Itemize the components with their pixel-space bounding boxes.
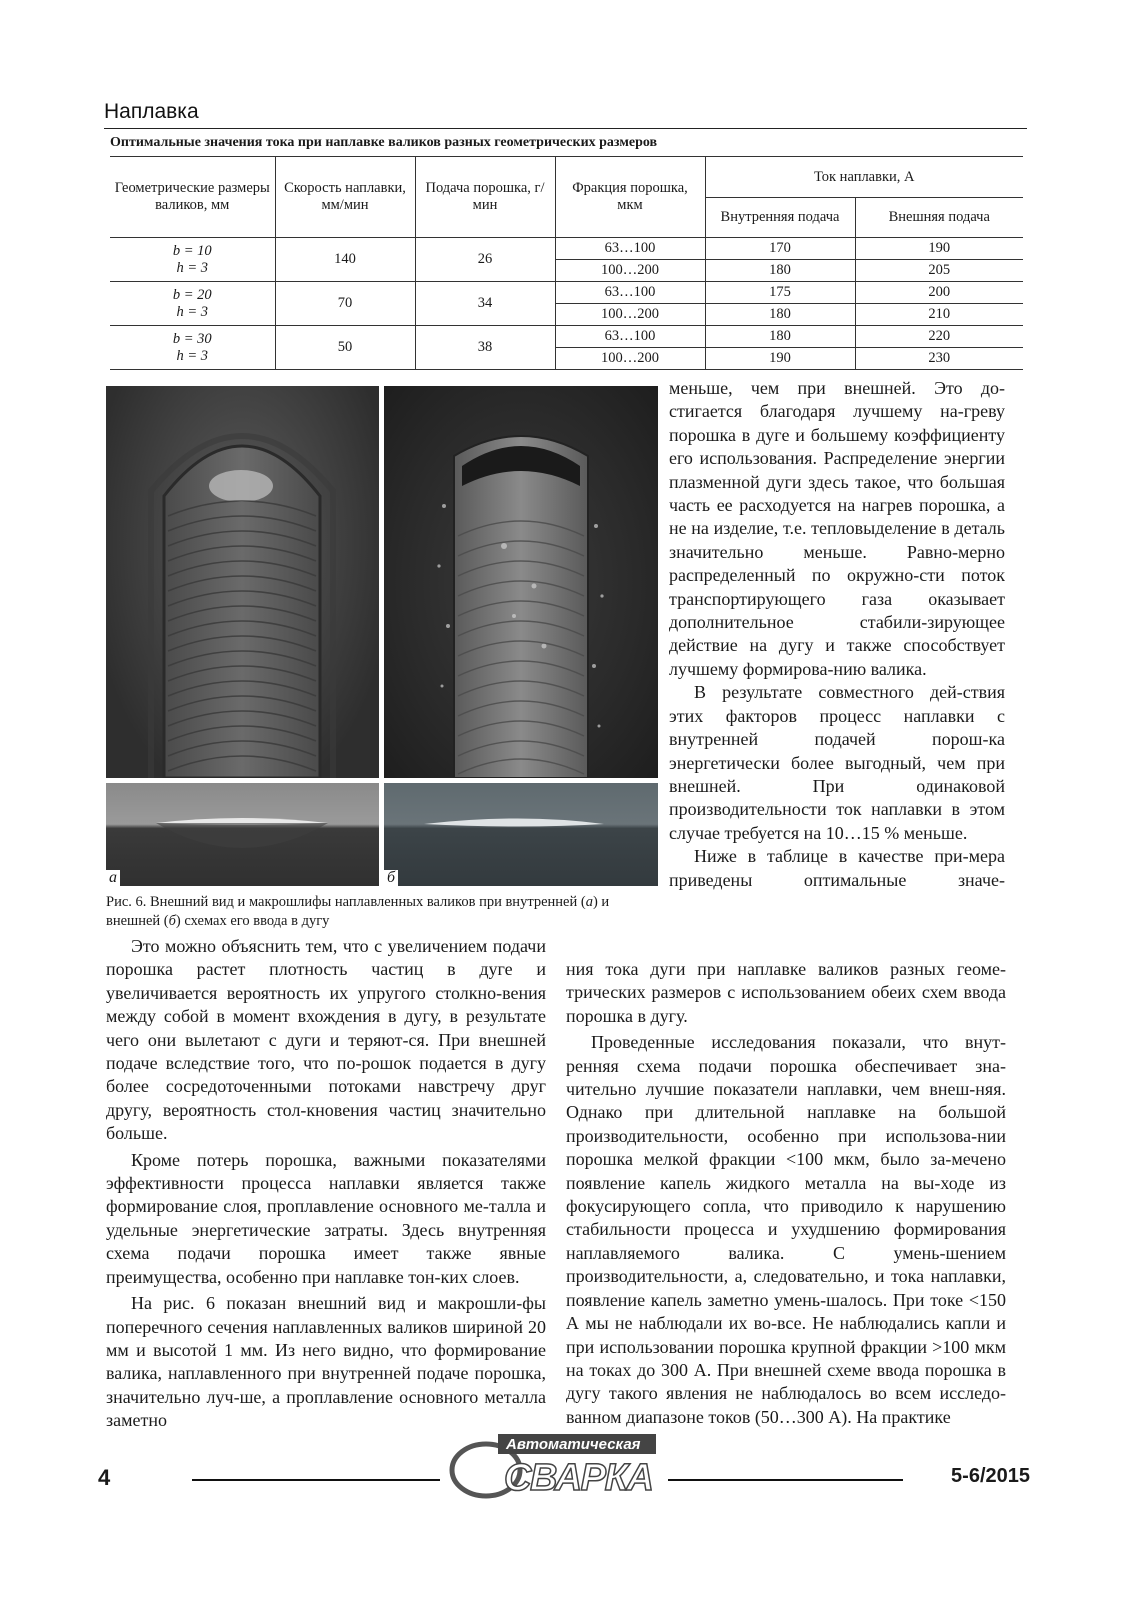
fraction-cell: 63…100	[555, 282, 705, 304]
fraction-cell: 100…200	[555, 304, 705, 326]
paragraph: ния тока дуги при наплавке валиков разных геоме-трических размеров с использованием обеих схем ввода порошка в дугу.	[566, 959, 1006, 1026]
paragraph: Кроме потерь порошка, важными показателями эффективности процесса наплавки является также формирование слоя, проплавление основного ме-талла и удельные энергетические затраты. Здесь внутренняя схема подачи порошка имеет также явные преимущества, особенно при наплавке тон-ких слоев.	[106, 1149, 546, 1287]
geometry-cell: b = 20 h = 3	[110, 282, 275, 326]
internal-cell: 180	[705, 260, 855, 282]
page-number: 4	[98, 1465, 111, 1490]
table-row	[110, 326, 1023, 348]
header-feed: Подача порошка, г/мин	[415, 157, 555, 238]
external-cell: 205	[855, 260, 1023, 282]
paragraph: Проведенные исследования показали, что внут-ренняя схема подачи порошка обеспечивает зна-чительно лучшие показатели наплавки, чем внеш-няя. Однако при длительной наплавке на большой производительности, особенно при использова-нии порошка мелкой фракции <100 мкм, было за-мечено появление капель жидкого металла на вы-ходе из фокусирующего сопла, что приводило к нарушению стабильности процесса и ухудшению формирования наплавляемого валика. С умень-шением производительности, а, следовательно, и тока наплавки, появление капель заметно умень-шалось. При токе <150 А мы не наблюдали их во-все. Не наблюдались капли и при использовании порошка крупной фракции >100 мкм на токах до 300 А. При внешней схеме ввода порошка в дугу такого явления не наблюдалось во всем исследо-ванном диапазоне токов (50…300 А). На практике	[566, 1032, 1006, 1427]
table-row	[110, 282, 1023, 304]
paragraph: Это можно объяснить тем, что с увеличением подачи порошка растет плотность частиц в дуге и увеличивается вероятность их упругого столкно-вения между собой в момент вхождения в дугу, в результате чего они вылетают с дуги и теряют-ся. При внешней подаче вследствие того, что по-рошок подается в дугу более сосредоточенными потоками навстречу друг другу, вероятность стол-кновения частиц значительно больше.	[106, 936, 546, 1144]
speed-cell: 70	[275, 282, 415, 326]
macrosection-photo-external	[384, 783, 658, 886]
issue-number: 5-6/2015	[951, 1465, 1030, 1487]
figure-6	[106, 386, 658, 886]
right-column-lower-text	[566, 920, 1006, 1429]
internal-cell: 170	[705, 238, 855, 260]
panel-label-a: а	[106, 870, 120, 886]
internal-cell: 190	[705, 348, 855, 370]
internal-cell: 180	[705, 304, 855, 326]
panel-label-b: б	[384, 870, 398, 886]
journal-logo	[446, 1430, 662, 1500]
header-geometry: Геометрические размеры валиков, мм	[110, 157, 275, 238]
macrosection-photo-internal	[106, 783, 379, 886]
geometry-cell: b = 30 h = 3	[110, 326, 275, 370]
paragraph: На рис. 6 показан внешний вид и макрошли-фы поперечного сечения наплавленных валиков шириной 20 мм и высотой 1 мм. Из него видно, что формирование валика, наплавленного при внутренней подаче порошка, значительно луч-ше, а проплавление основного металла заметно	[106, 1293, 546, 1431]
footer-divider-left	[192, 1479, 440, 1481]
header-current: Ток наплавки, А	[705, 157, 1023, 198]
weld-bead-photo-internal	[106, 386, 379, 778]
right-column-upper-text	[669, 377, 1005, 892]
left-column-text	[106, 935, 546, 1433]
internal-cell: 175	[705, 282, 855, 304]
external-cell: 210	[855, 304, 1023, 326]
speed-cell: 50	[275, 326, 415, 370]
feed-cell: 38	[415, 326, 555, 370]
external-cell: 190	[855, 238, 1023, 260]
table-caption: Оптимальные значения тока при наплавке валиков разных геометрических размеров	[110, 135, 658, 150]
external-cell: 220	[855, 326, 1023, 348]
fraction-cell: 63…100	[555, 238, 705, 260]
section-divider	[104, 128, 1027, 129]
header-external: Внешняя подача	[855, 198, 1023, 238]
section-title: Наплавка	[104, 100, 199, 123]
logo-subtitle: Автоматическая	[506, 1436, 641, 1453]
logo-title: СВАРКА	[504, 1457, 654, 1499]
table-row	[110, 238, 1023, 260]
footer-divider-right	[668, 1479, 903, 1481]
feed-cell: 26	[415, 238, 555, 282]
header-internal: Внутренняя подача	[705, 198, 855, 238]
external-cell: 230	[855, 348, 1023, 370]
paragraph: Ниже в таблице в качестве при-мера приведены оптимальные значе-	[669, 846, 1005, 890]
figure-caption: Рис. 6. Внешний вид и макрошлифы наплавленных валиков при внутренней (а) и внешней (б) схемах его ввода в дугу	[106, 894, 610, 929]
header-speed: Скорость наплавки, мм/мин	[275, 157, 415, 238]
fraction-cell: 63…100	[555, 326, 705, 348]
fraction-cell: 100…200	[555, 260, 705, 282]
fraction-cell: 100…200	[555, 348, 705, 370]
weld-bead-photo-external	[384, 386, 658, 778]
geometry-cell: b = 10 h = 3	[110, 238, 275, 282]
feed-cell: 34	[415, 282, 555, 326]
paragraph: меньше, чем при внешней. Это до-стигается благодаря лучшему на-греву порошка в дуге и большему коэффициенту его использования. Распределение энергии плазменной дуги здесь такое, что большая часть ее расходуется на нагрев порошка, а не на изделие, т.е. тепловыделение в деталь значительно меньше. Равно-мерно распределенный по окружно-сти поток транспортирующего газа оказывает дополнительное стабили-зирующее действие на дугу и также способствует лучшему формирова-нию валика.	[669, 378, 1005, 679]
speed-cell: 140	[275, 238, 415, 282]
paragraph: В результате совместного дей-ствия этих факторов процесс наплавки с внутренней подачей порош-ка энергетически более выгодный, чем при внешней. При одинаковой производительности ток наплавки в этом случае требуется на 10…15 % меньше.	[669, 682, 1005, 843]
internal-cell: 180	[705, 326, 855, 348]
external-cell: 200	[855, 282, 1023, 304]
current-table	[110, 156, 1023, 370]
header-fraction: Фракция порошка, мкм	[555, 157, 705, 238]
